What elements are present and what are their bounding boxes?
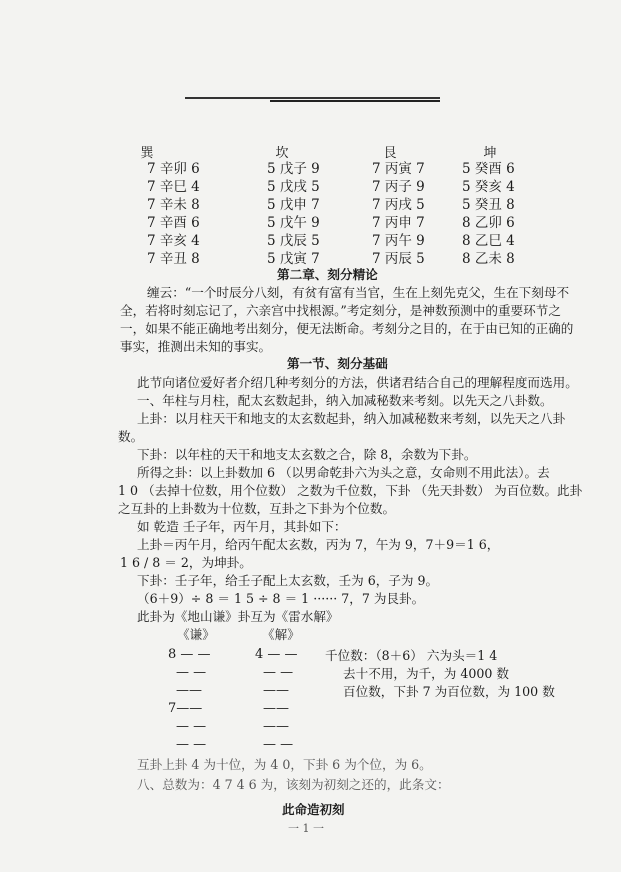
hexagram-line: —— [263,701,289,716]
bottom-line: 八、总数为：4 7 4 6 为，该刻为初刻之还的，此条文： [137,777,450,792]
hexagram-line: —— [263,683,289,698]
trigram-line: 7 丙辰 5 [372,251,425,267]
trigram-line: 7 丙戌 5 [372,197,425,213]
hexagram-line: —— [176,683,202,698]
trigram-line: 7 辛卯 6 [147,161,200,177]
trigram-line: 5 癸亥 4 [462,179,515,195]
trigram-column-kun [462,160,515,268]
chapter-title: 第二章、刻分精论 [277,267,378,282]
paragraph-line: 之互卦的上卦数为十位数，互卦之下卦为个位数。 [118,501,396,516]
example-line: 1 6 / 8 ＝ 2，为坤卦。 [120,555,252,570]
hexagram-line: 7—— [168,701,203,716]
trigram-header-kun: 坤 [483,146,497,161]
calc-line: 百位数，下卦 7 为百位数，为 100 数 [343,684,555,699]
trigram-line: 7 丙子 9 [372,179,425,195]
paragraph-line: 上卦：以月柱天干和地支的太玄数起卦，纳入加减秘数来考刻，以先天之八卦 [137,411,566,426]
hexagram-line: — — [176,737,207,752]
trigram-line: 7 丙午 9 [372,233,425,249]
hexagram-label-qian: 《谦》 [177,627,215,642]
example-line: 如 乾造 壬子年，丙午月，其卦如下： [137,519,347,534]
paragraph-line: 下卦：以年柱的天干和地支太玄数之合，除 8，余数为下卦。 [137,447,477,462]
trigram-line: 7 辛未 8 [147,197,200,213]
example-line: （6＋9）÷ 8 ＝ 1 5 ÷ 8 ＝ 1 ······ 7，7 为艮卦。 [137,591,425,606]
trigram-line: 5 戊寅 7 [267,251,320,267]
paragraph-line: 此节向诸位爱好者介绍几种考刻分的方法，供诸君结合自己的理解程度而选用。 [137,375,578,390]
paragraph-line: 缠云：“一个时辰分八刻，有贫有富有当官，生在上刻先克父，生在下刻母不 [147,285,570,300]
trigram-line: 8 乙未 8 [462,251,515,267]
hexagram-line: — — [263,665,294,680]
trigram-line: 5 癸丑 8 [462,197,515,213]
hexagram-line: — — [176,665,207,680]
hexagram-line: 4 — — [255,647,298,662]
trigram-line: 7 辛酉 6 [147,215,200,231]
trigram-line: 8 乙卯 6 [462,215,515,231]
trigram-line: 8 乙巳 4 [462,233,515,249]
trigram-column-gen [372,160,425,268]
trigram-column-xun [147,160,200,268]
hexagram-label-jie: 《解》 [262,627,300,642]
section-title: 第一节、刻分基础 [287,356,388,371]
paragraph-line: 全，若将时刻忘记了，六亲宫中找根源。”考定刻分，是神数预测中的重要环节之 [120,303,561,318]
trigram-line: 7 辛亥 4 [147,233,200,249]
paragraph-line: 一、年柱与月柱，配太玄数起卦，纳入加减秘数来考刻。以先天之八卦数。 [137,393,553,408]
trigram-line: 5 戊戌 5 [267,179,320,195]
hexagram-line: 8 — — [168,647,211,662]
trigram-line: 7 丙寅 7 [372,161,425,177]
footer-text: 此命造初刻 [282,802,345,817]
paragraph-line: 一，如果不能正确地考出刻分，便无法断命。考刻分之目的，在于由已知的正确的 [120,321,574,336]
hexagram-line: — — [176,719,207,734]
trigram-line: 7 辛丑 8 [147,251,200,267]
paragraph-line: 1 0 （去掉十位数，用个位数） 之数为千位数，下卦 （先天卦数） 为百位数。此卦 [118,483,583,498]
trigram-line: 5 戊午 9 [267,215,320,231]
trigram-column-kan [267,160,320,268]
trigram-line: 7 丙申 7 [372,215,425,231]
calc-line: 去十不用，为千，为 4000 数 [343,666,509,681]
example-line: 上卦＝丙午月，给丙午配太玄数，丙为 7，午为 9，7＋9＝1 6， [137,537,500,552]
trigram-header-xun: 巽 [140,146,154,161]
hexagram-line: — — [263,737,294,752]
top-rule-thick [270,100,440,102]
paragraph-line: 所得之卦：以上卦数加 6 （以男命乾卦六为头之意，女命则不用此法）。去 [137,465,550,480]
bottom-line: 互卦上卦 4 为十位，为 4 0，下卦 6 为个位，为 6。 [137,757,432,772]
page-number: 一 1 一 [288,822,324,835]
paragraph-line: 事实，推测出未知的事实。 [120,339,272,354]
calc-line: 千位数：（8＋6） 六为头＝1 4 [325,648,498,663]
trigram-line: 5 癸酉 6 [462,161,515,177]
paragraph-line: 数。 [118,429,144,444]
example-line: 此卦为《地山谦》卦互为《雷水解》 [137,609,339,624]
trigram-line: 5 戊申 7 [267,197,320,213]
trigram-header-gen: 艮 [383,146,397,161]
hexagram-line: —— [263,719,289,734]
top-rule [185,97,440,99]
trigram-line: 5 戊辰 5 [267,233,320,249]
trigram-line: 5 戊子 9 [267,161,320,177]
example-line: 下卦：壬子年，给壬子配上太玄数，壬为 6，子为 9。 [137,573,439,588]
trigram-header-kan: 坎 [275,146,289,161]
trigram-line: 7 辛巳 4 [147,179,200,195]
